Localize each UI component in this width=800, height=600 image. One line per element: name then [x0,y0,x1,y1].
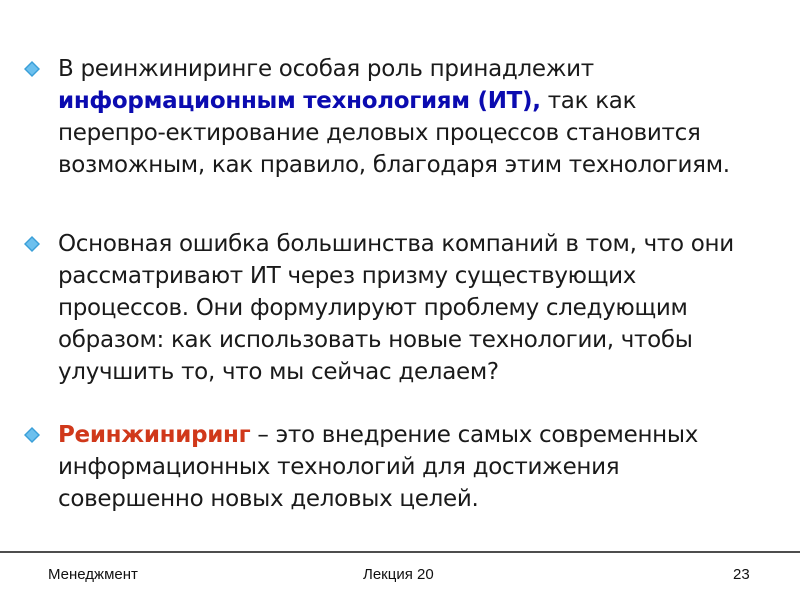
bullet-text-line: рассматривают ИТ через призму существующих [58,263,637,289]
bullet-text-line: В реинжиниринге особая роль принадлежит [58,56,594,82]
footer-lecture: Лекция 20 [363,566,434,583]
bullet-item [22,53,782,181]
footer-divider [0,551,800,553]
diamond-bullet-icon [24,236,40,252]
bullet-text-line [58,419,782,451]
bullet-text-line: процессов. Они формулируют проблему следующим [58,295,688,321]
bullet-text-line: перепро-ектирование деловых процессов становится [58,120,701,146]
bullet-text-line: улучшить то, что мы сейчас делаем? [58,359,499,385]
page-number: 23 [733,566,750,583]
diamond-bullet-icon [24,61,40,77]
diamond-bullet-icon [24,427,40,443]
bullet-item [22,228,782,388]
bullet-list [22,50,782,515]
bullet-text-line: совершенно новых деловых целей. [58,486,479,512]
footer-course: Менеджмент [48,566,138,583]
bullet-text-line: Основная ошибка большинства компаний в том, что они [58,231,734,257]
bullet-text: – это внедрение самых современных [250,422,699,448]
bullet-text-line: возможным, как правило, благодаря этим технологиям. [58,152,730,178]
emphasis-text: Реинжиниринг [58,422,251,448]
emphasis-text: информационным технологиям (ИТ), [58,88,541,114]
bullet-text-line: информационных технологий для достижения [58,454,620,480]
bullet-item [22,419,782,515]
bullet-text-line: образом: как использовать новые технологии, чтобы [58,327,693,353]
bullet-text-line [58,85,782,117]
bullet-text: так как [540,88,637,114]
